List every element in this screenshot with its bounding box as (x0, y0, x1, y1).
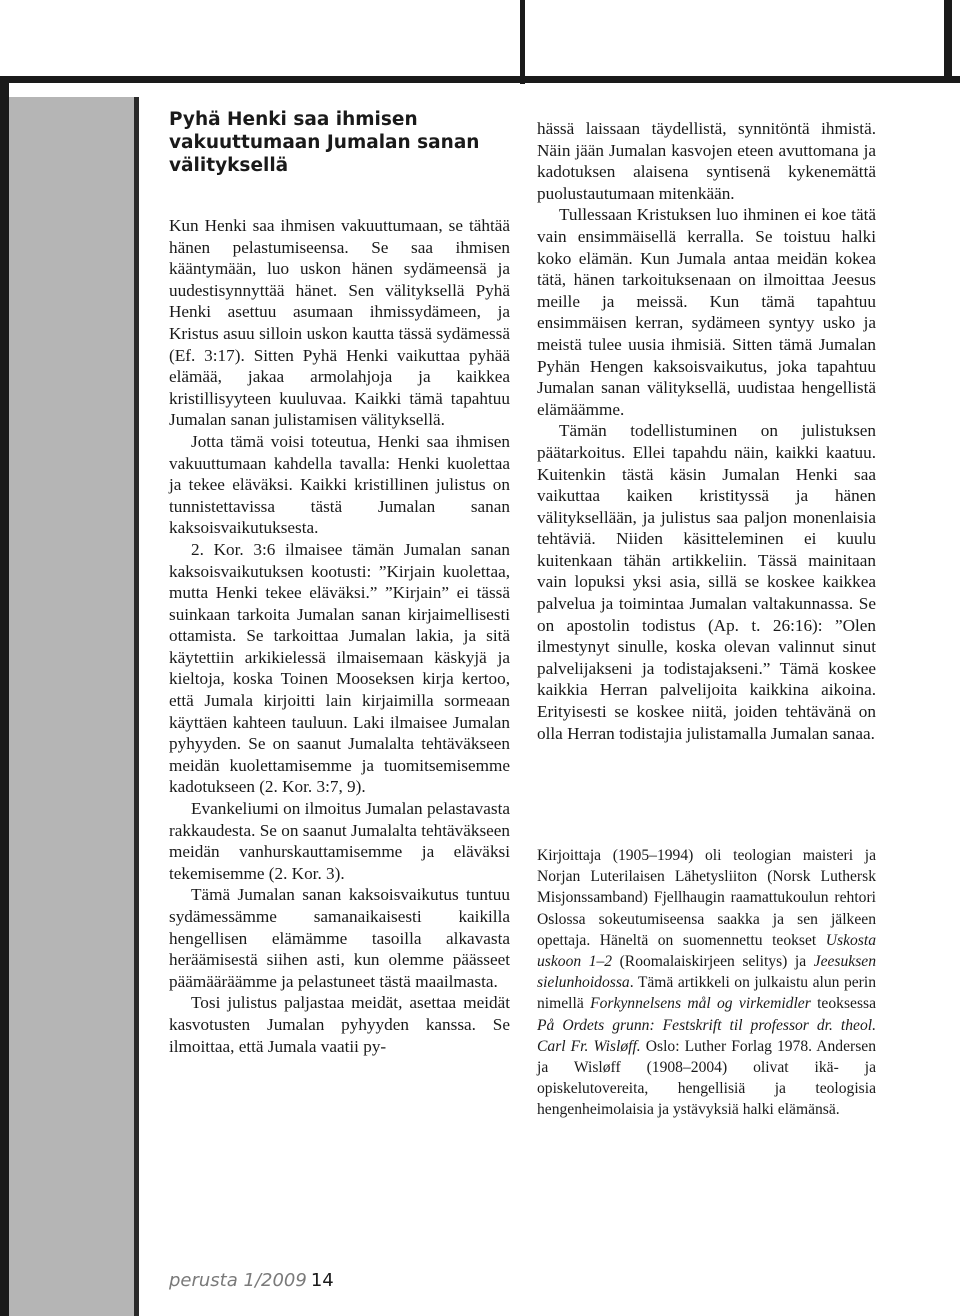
article-heading: Pyhä Henki saa ihmisen vakuuttumaan Jumalan sanan välityksellä (169, 109, 480, 176)
left-column (169, 108, 510, 1057)
paragraph: Jotta tämä voisi toteutua, Henki saa ihmisen vakuuttumaan kahdella tavalla: Henki kuolettaa ja tekee eläväksi. Kaikki kristillinen julistus on tunnistettavissa tästä Jumalan sanan kaksoisvaikutuksesta. (169, 431, 510, 538)
original-article-title: Forkynnelsens mål og virkemidler (590, 995, 811, 1013)
bio-text: Kirjoittaja (1905–1994) oli teologian maisteri ja Norjan Luterilaisen Lähetysliiton (Norsk Luthersk Misjonssamband) Fjellhaugin raamattukoulun rehtori Oslossa sokeutumiseensa saakka ja sen jälkeen opettaja. Häneltä on suomennettu teokset (537, 847, 876, 949)
sidebar-edge-line (134, 97, 139, 1316)
page-footer (169, 1270, 334, 1291)
top-frame-line (0, 76, 960, 83)
magazine-issue: perusta 1/2009 (169, 1270, 307, 1291)
bio-text: . Tämä artikkeli on julkaistu alun perin nimellä (537, 974, 876, 1013)
book-title: Jeesuksen sielunhoidossa (537, 953, 876, 992)
left-frame-line (0, 76, 9, 1316)
paragraph: 2. Kor. 3:6 ilmaisee tämän Jumalan sanan kaksoisvaikutuksen kootusti: ”Kirjain kuolettaa, mutta Henki tekee eläväksi.” ”Kirjain” ei tässä suinkaan tarkoita Jumalan sanan kirjaimellisesti ottamista. Se tarkoittaa Jumalan lakia, ja sitä käytettiin arkikielessä ilmaisemaan käskyjä ja kieltoja, koska Toinen Mooseksen kirja kertoo, että Jumala kirjoitti lain kirjaimilla sormeaan käyttäen kahteen tauluun. Laki ilmaisee Jumalan pyhyyden. Se on saanut Jumalalta tehtäväkseen meidän kuolettamisemme ja tuomitsemisemme kadotukseen (2. Kor. 3:7, 9). (169, 539, 510, 797)
author-bio-text (537, 845, 876, 1121)
right-column (537, 118, 876, 744)
right-frame-mark (944, 0, 952, 83)
page-number: 14 (310, 1270, 334, 1291)
book-title: Uskosta uskoon 1–2 (537, 931, 876, 971)
bio-text: Oslo: Luther Forlag 1978. Andersen ja Wisløff (1908–2004) olivat ikä- ja opiskelutovereita, hengellisiä ja teologisia hengenheimolaisia ja ystävyksiä halki elämänsä. (537, 1037, 876, 1119)
paragraph: Evankeliumi on ilmoitus Jumalan pelastavasta rakkaudesta. Se on saanut Jumalalta tehtäväkseen meidän vanhurskauttamisemme ja eläväksi tekemisemme (2. Kor. 3). (169, 799, 510, 883)
sidebar-bar (0, 97, 138, 1316)
column-divider-mark (520, 0, 525, 84)
paragraph: Tosi julistus paljastaa meidät, asettaa meidät kasvotusten Jumalan pyhyyden kanssa. Se ilmoittaa, että Jumala vaatii py- (169, 993, 510, 1056)
festschrift-title: På Ordets grunn: Festskrift til professor dr. theol. Carl Fr. Wisløff. (537, 1016, 876, 1055)
bio-text: (Roomalaiskirjeen selitys) ja (612, 953, 814, 971)
paragraph: Tullessaan Kristuksen luo ihminen ei koe tätä vain ensimmäisellä kerralla. Se toistuu halki koko elämän. Kun Jumala antaa meidän kokea tätä, hänen tarkoituksenaan on ilmoittaa Jeesus meille ja meissä. Kun tämä tapahtuu ensimmäisen kerran, sydämeen syntyy usko ja meistä tulee uusia ihmisiä. Sitten tämä Jumalan Pyhän Hengen kaksoisvaikutus, joka tapahtuu Jumalan sanan välityksellä, uudistaa hengellistä elämäämme. (537, 205, 876, 419)
paragraph: Tämän todellistuminen on julistuksen päätarkoitus. Ellei tapahdu näin, kaikki kaatuu. Kuitenkin tästä käsin Jumalan Henki saa vaikuttaa kaiken kristityssä ja hänen välityksellään, ja julistus saa paljon monenlaisia tehtäviä. Niiden käsitteleminen ei kuulu kuitenkaan tähän artikkeliin. Tässä mainitaan vain lopuksi yksi asia, sillä se koskee kaikkea palvelua ja toimintaa Jumalan valtakunnassa. Se on apostolin todistus (Ap. t. 26:16): ”Olen ilmestynyt sinulle, koska olevan valinnut sinut palvelijakseni ja todistajakseni.” Tämä koskee kaikkia Herran palvelijoita kaikkina aikoina. Erityisesti se koskee niitä, joiden tehtävänä on olla Herran todistajia julistamalla Jumalan sanaa. (537, 421, 876, 743)
paragraph: Kun Henki saa ihmisen vakuuttumaan, se tähtää hänen pelastumiseensa. Se saa ihmisen kääntymään, luo uskon hänen sydämeensä ja uudestisynnyttää hänet. Sen välityksellä Pyhä Henki asettuu asumaan ihmissydämeen, ja Kristus asuu silloin uskon kautta tässä sydämessä (Ef. 3:17). Sitten Pyhä Henki vaikuttaa pyhää elämää, jakaa armolahjoja ja kaikkea kristillisyyteen kuuluvaa. Kaikki tämä tapahtuu Jumalan sanan julistamisen välityksellä. (169, 216, 510, 430)
paragraph: Tämä Jumalan sanan kaksoisvaikutus tuntuu sydämessämme samanaikaisesti kaikilla hengellisen elämämme tasoilla alkavasta heräämisestä siihen asti, kun olemme päässeet päämääräämme ja pelastuneet tästä maailmasta. (169, 885, 510, 991)
bio-text: teoksessa (810, 995, 876, 1013)
author-bio (537, 845, 876, 1121)
paragraph: hässä laissaan täydellistä, synnitöntä ihmistä. Näin jään Jumalan kasvojen eteen avuttomana ja kadotuksen alaisena syntisenä kykenemättä puolustautumaan mitenkään. (537, 119, 876, 203)
